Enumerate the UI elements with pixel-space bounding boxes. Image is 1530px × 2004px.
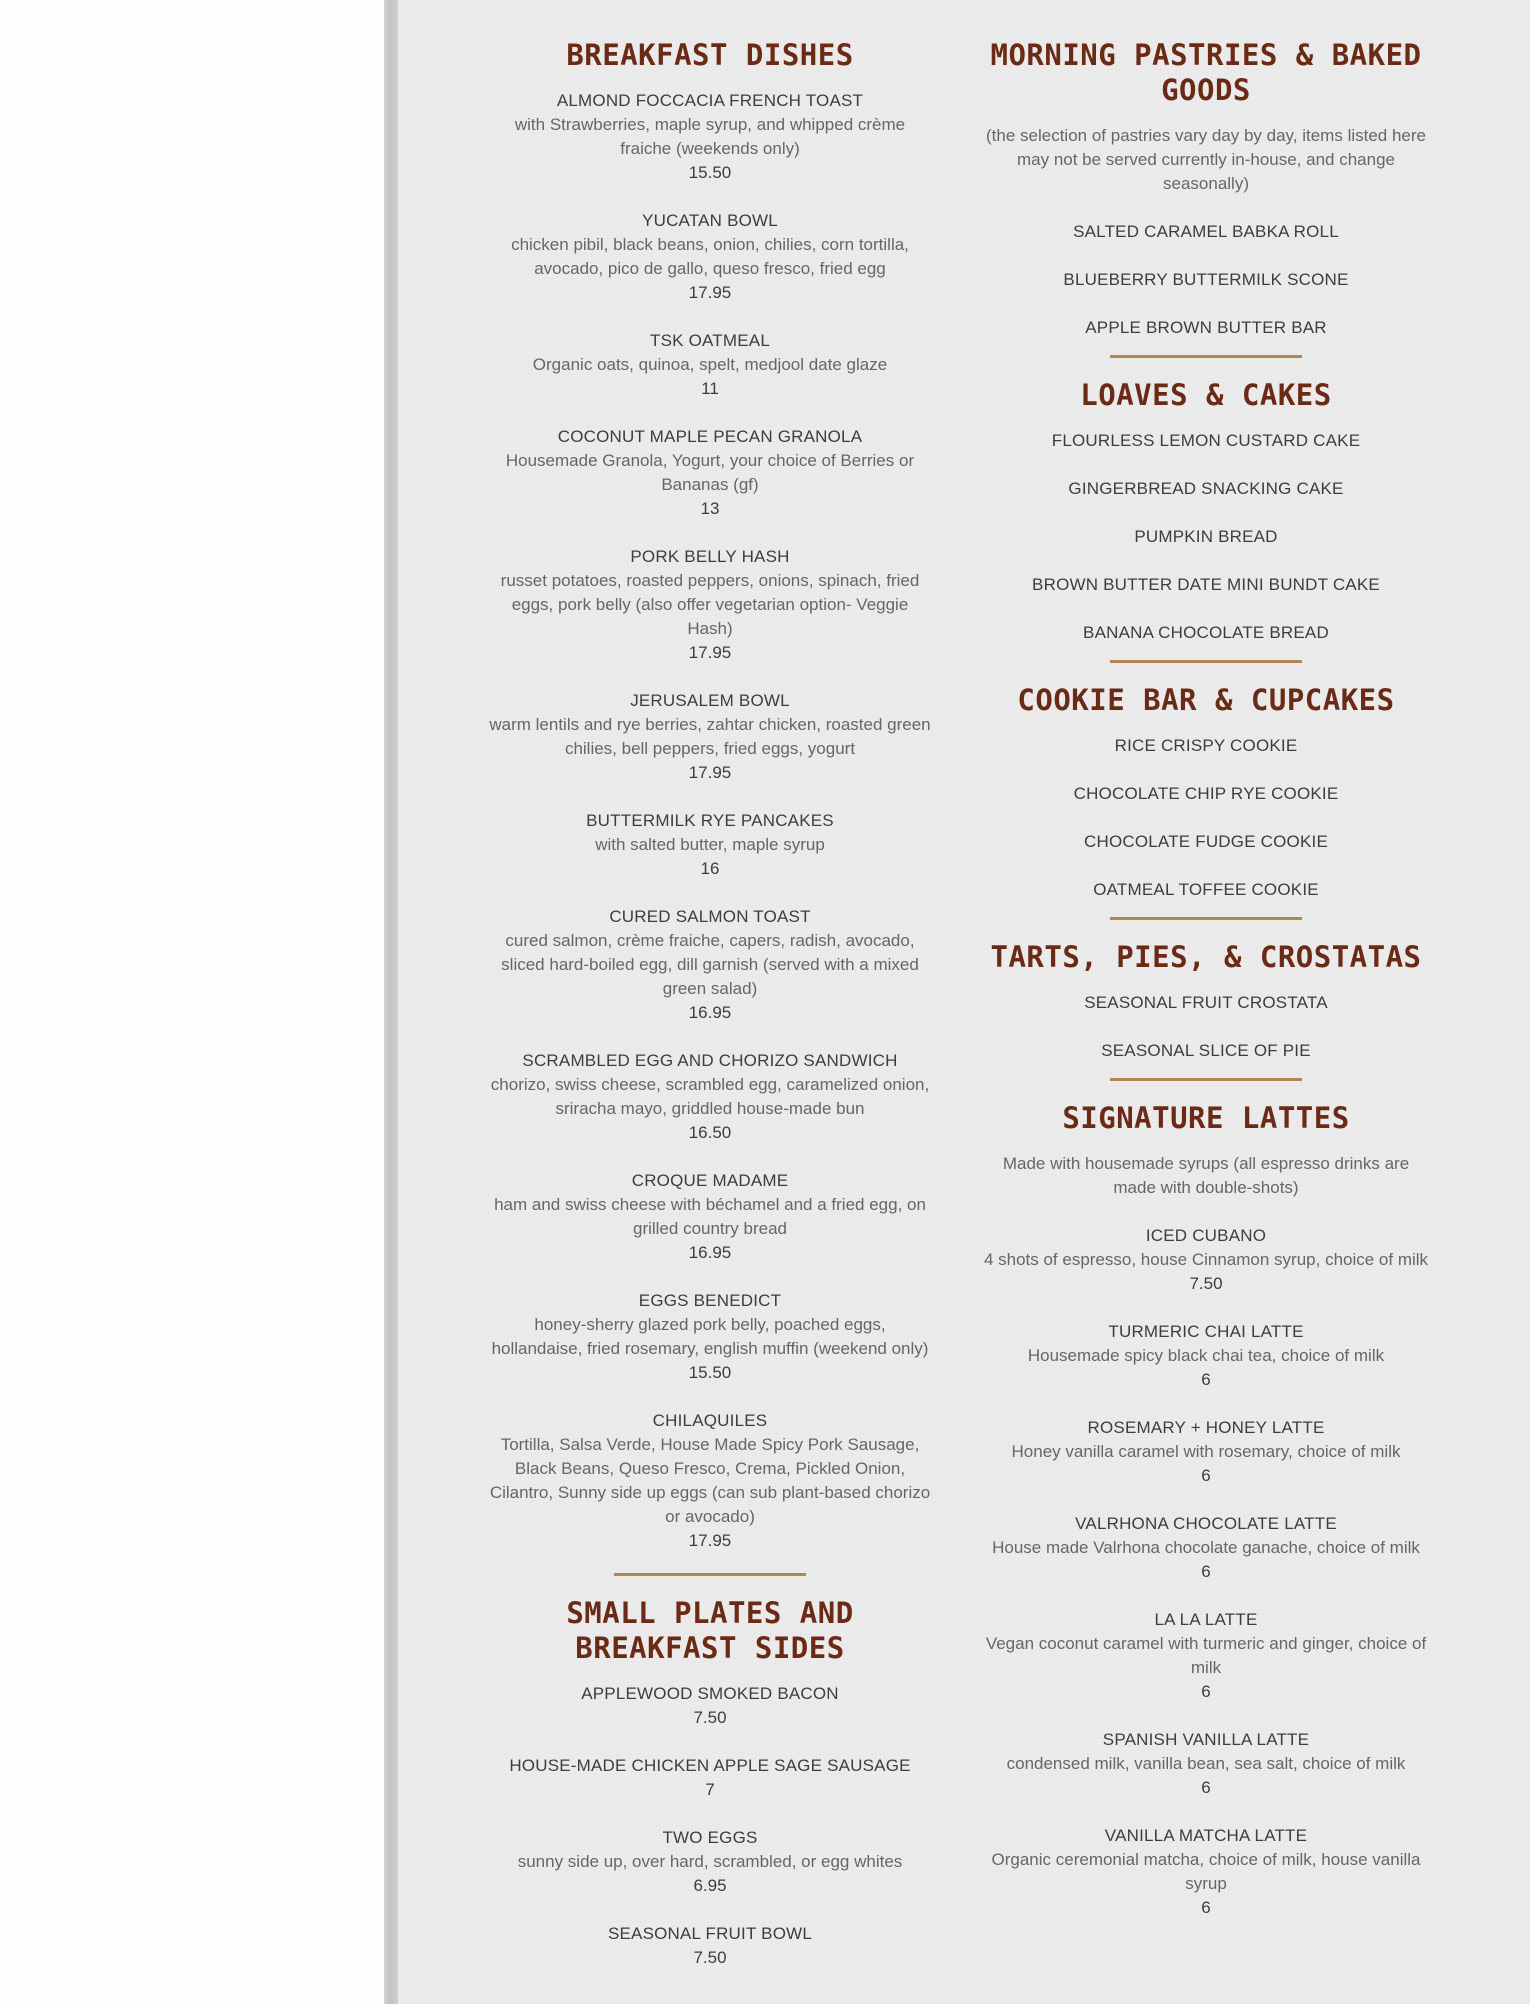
- menu-item: [488, 1409, 932, 1553]
- tarts-section: [981, 940, 1431, 1063]
- item-description: Housemade Granola, Yogurt, your choice of Berries or Bananas (gf): [505, 451, 915, 494]
- item-name: TSK OATMEAL: [650, 331, 770, 350]
- menu-item: [488, 809, 932, 881]
- section-heading: SIGNATURE LATTES: [1062, 1101, 1350, 1135]
- item-name: APPLE BROWN BUTTER BAR: [1085, 318, 1327, 337]
- item-name: CHILAQUILES: [652, 1411, 768, 1430]
- cookies-section: [981, 683, 1431, 902]
- item-price: 7.50: [1189, 1274, 1223, 1293]
- menu-item: [981, 268, 1431, 292]
- item-name: HOUSE-MADE CHICKEN APPLE SAGE SAUSAGE: [509, 1756, 911, 1775]
- menu-item: [981, 734, 1431, 758]
- sides-items: [488, 1682, 932, 1970]
- menu-item: [981, 1039, 1431, 1063]
- item-description: Housemade spicy black chai tea, choice of milk: [1027, 1346, 1385, 1365]
- section-divider: [1110, 917, 1302, 920]
- section-heading: LOAVES & CAKES: [1080, 378, 1332, 412]
- cookies-items: [981, 734, 1431, 902]
- menu-item: [488, 1049, 932, 1145]
- menu-item: [981, 830, 1431, 854]
- item-price: 6: [1201, 1466, 1211, 1485]
- menu-item: [488, 89, 932, 185]
- left-blank-margin: [0, 0, 384, 2004]
- item-price: 16.50: [688, 1123, 732, 1142]
- item-name: TWO EGGS: [662, 1828, 758, 1847]
- item-description: Tortilla, Salsa Verde, House Made Spicy Pork Sausage, Black Beans, Queso Fresco, Crema, Pickled Onion, Cilantro, Sunny side up eggs (can sub plant-based chorizo or avocado): [489, 1435, 931, 1526]
- item-name: LA LA LATTE: [1154, 1610, 1258, 1629]
- menu-item: [488, 425, 932, 521]
- item-name: VANILLA MATCHA LATTE: [1104, 1826, 1308, 1845]
- item-name: SALTED CARAMEL BABKA ROLL: [1073, 222, 1339, 241]
- menu-item: [981, 782, 1431, 806]
- section-heading: SMALL PLATES AND BREAKFAST SIDES: [566, 1596, 854, 1665]
- menu-item: [981, 220, 1431, 244]
- item-price: 15.50: [688, 1363, 732, 1382]
- item-description: chorizo, swiss cheese, scrambled egg, caramelized onion, sriracha mayo, griddled house-made bun: [490, 1075, 930, 1118]
- item-description: warm lentils and rye berries, zahtar chicken, roasted green chilies, bell peppers, fried eggs, yogurt: [489, 715, 931, 758]
- right-column: [981, 38, 1431, 1944]
- menu-item: [981, 1416, 1431, 1488]
- item-name: JERUSALEM BOWL: [630, 691, 790, 710]
- item-description: russet potatoes, roasted peppers, onions, spinach, fried eggs, pork belly (also offer vegetarian option- Veggie Hash): [500, 571, 920, 638]
- item-name: BUTTERMILK RYE PANCAKES: [586, 811, 834, 830]
- menu-item: [981, 573, 1431, 597]
- item-name: OATMEAL TOFFEE COOKIE: [1093, 880, 1319, 899]
- item-name: TURMERIC CHAI LATTE: [1108, 1322, 1304, 1341]
- page-edge-shadow: [384, 0, 398, 2004]
- item-name: CHOCOLATE FUDGE COOKIE: [1083, 832, 1328, 851]
- item-name: EGGS BENEDICT: [638, 1291, 782, 1310]
- section-note: (the selection of pastries vary day by day, items listed here may not be served currently in-house, and change seasonally): [986, 126, 1426, 193]
- item-name: SPANISH VANILLA LATTE: [1102, 1730, 1310, 1749]
- item-price: 7.50: [693, 1708, 727, 1727]
- item-price: 16.95: [688, 1243, 732, 1262]
- item-description: Honey vanilla caramel with rosemary, choice of milk: [1011, 1442, 1401, 1461]
- menu-item: [981, 1608, 1431, 1704]
- lattes-section: [981, 1101, 1431, 1920]
- menu-item: [488, 1922, 932, 1970]
- item-price: 15.50: [688, 163, 732, 182]
- item-name: ROSEMARY + HONEY LATTE: [1087, 1418, 1325, 1437]
- item-name: SCRAMBLED EGG AND CHORIZO SANDWICH: [522, 1051, 898, 1070]
- item-name: FLOURLESS LEMON CUSTARD CAKE: [1051, 431, 1361, 450]
- item-price: 11: [701, 379, 719, 398]
- item-price: 16: [700, 859, 720, 878]
- item-description: Organic ceremonial matcha, choice of milk, house vanilla syrup: [991, 1850, 1421, 1893]
- item-name: ICED CUBANO: [1145, 1226, 1267, 1245]
- item-name: BANANA CHOCOLATE BREAD: [1083, 623, 1329, 642]
- item-description: cured salmon, crème fraiche, capers, radish, avocado, sliced hard-boiled egg, dill garnish (served with a mixed green salad): [501, 931, 919, 998]
- item-name: ALMOND FOCCACIA FRENCH TOAST: [556, 91, 864, 110]
- menu-page: [398, 0, 1530, 2004]
- item-name: CROQUE MADAME: [631, 1171, 789, 1190]
- menu-item: [488, 905, 932, 1025]
- tarts-items: [981, 991, 1431, 1063]
- item-description: ham and swiss cheese with béchamel and a fried egg, on grilled country bread: [494, 1195, 926, 1238]
- section-divider: [1110, 660, 1302, 663]
- menu-item: [488, 1169, 932, 1265]
- item-description: Organic oats, quinoa, spelt, medjool date glaze: [532, 355, 888, 374]
- item-description: with salted butter, maple syrup: [595, 835, 825, 854]
- lattes-items: [981, 1224, 1431, 1920]
- item-price: 6: [1201, 1778, 1211, 1797]
- item-description: sunny side up, over hard, scrambled, or egg whites: [517, 1852, 903, 1871]
- pastries-items: [981, 220, 1431, 340]
- small-plates-section: [488, 1596, 932, 1970]
- menu-item: [488, 689, 932, 785]
- menu-item: [488, 1682, 932, 1730]
- item-name: RICE CRISPY COOKIE: [1114, 736, 1298, 755]
- pastries-section: [981, 38, 1431, 340]
- item-name: VALRHONA CHOCOLATE LATTE: [1075, 1514, 1337, 1533]
- item-price: 7.50: [693, 1948, 727, 1967]
- menu-item: [981, 1224, 1431, 1296]
- item-price: 6: [1201, 1682, 1211, 1701]
- loaves-section: [981, 378, 1431, 645]
- item-price: 7: [705, 1780, 715, 1799]
- menu-item: [981, 1824, 1431, 1920]
- section-heading: BREAKFAST DISHES: [566, 38, 854, 72]
- loaves-items: [981, 429, 1431, 645]
- menu-item: [488, 1289, 932, 1385]
- item-price: 17.95: [688, 643, 732, 662]
- item-name: SEASONAL FRUIT BOWL: [607, 1924, 813, 1943]
- breakfast-items: [488, 89, 932, 1553]
- item-name: PUMPKIN BREAD: [1134, 527, 1278, 546]
- left-column: [488, 38, 932, 1994]
- item-name: SEASONAL FRUIT CROSTATA: [1084, 993, 1328, 1012]
- item-name: BLUEBERRY BUTTERMILK SCONE: [1063, 270, 1349, 289]
- menu-item: [488, 545, 932, 665]
- item-price: 17.95: [688, 1531, 732, 1550]
- item-price: 17.95: [688, 763, 732, 782]
- item-name: GINGERBREAD SNACKING CAKE: [1068, 479, 1344, 498]
- item-description: 4 shots of espresso, house Cinnamon syrup, choice of milk: [983, 1250, 1429, 1269]
- section-divider: [1110, 355, 1302, 358]
- menu-item: [981, 991, 1431, 1015]
- item-name: SEASONAL SLICE OF PIE: [1101, 1041, 1311, 1060]
- menu-item: [488, 1754, 932, 1802]
- item-price: 6.95: [693, 1876, 727, 1895]
- section-heading: MORNING PASTRIES & BAKED GOODS: [990, 38, 1422, 107]
- item-name: CURED SALMON TOAST: [609, 907, 811, 926]
- section-note: Made with housemade syrups (all espresso drinks are made with double-shots): [1002, 1154, 1410, 1197]
- item-name: YUCATAN BOWL: [642, 211, 778, 230]
- item-price: 16.95: [688, 1003, 732, 1022]
- item-description: condensed milk, vanilla bean, sea salt, choice of milk: [1006, 1754, 1406, 1773]
- item-description: honey-sherry glazed pork belly, poached eggs, hollandaise, fried rosemary, english muffin (weekend only): [491, 1315, 929, 1358]
- menu-item: [981, 525, 1431, 549]
- item-name: PORK BELLY HASH: [630, 547, 790, 566]
- menu-item: [488, 329, 932, 401]
- item-description: House made Valrhona chocolate ganache, choice of milk: [992, 1538, 1420, 1557]
- section-heading: COOKIE BAR & CUPCAKES: [1017, 683, 1395, 717]
- item-price: 13: [700, 499, 720, 518]
- item-description: Vegan coconut caramel with turmeric and ginger, choice of milk: [985, 1634, 1427, 1677]
- item-name: BROWN BUTTER DATE MINI BUNDT CAKE: [1032, 575, 1380, 594]
- menu-item: [488, 209, 932, 305]
- menu-item: [981, 429, 1431, 453]
- item-price: 17.95: [688, 283, 732, 302]
- item-name: COCONUT MAPLE PECAN GRANOLA: [557, 427, 863, 446]
- menu-item: [981, 316, 1431, 340]
- menu-item: [981, 1728, 1431, 1800]
- item-price: 6: [1201, 1370, 1211, 1389]
- section-divider: [1110, 1078, 1302, 1081]
- breakfast-dishes-section: [488, 38, 932, 1553]
- item-name: APPLEWOOD SMOKED BACON: [581, 1684, 839, 1703]
- menu-item: [981, 1512, 1431, 1584]
- menu-item: [981, 878, 1431, 902]
- menu-item: [981, 477, 1431, 501]
- item-name: CHOCOLATE CHIP RYE COOKIE: [1073, 784, 1339, 803]
- menu-item: [981, 1320, 1431, 1392]
- item-price: 6: [1201, 1898, 1211, 1917]
- section-divider: [614, 1573, 806, 1576]
- item-price: 6: [1201, 1562, 1211, 1581]
- item-description: with Strawberries, maple syrup, and whipped crème fraiche (weekends only): [514, 115, 906, 158]
- section-heading: TARTS, PIES, & CROSTATAS: [990, 940, 1422, 974]
- menu-item: [981, 621, 1431, 645]
- menu-item: [488, 1826, 932, 1898]
- item-description: chicken pibil, black beans, onion, chilies, corn tortilla, avocado, pico de gallo, queso fresco, fried egg: [511, 235, 909, 278]
